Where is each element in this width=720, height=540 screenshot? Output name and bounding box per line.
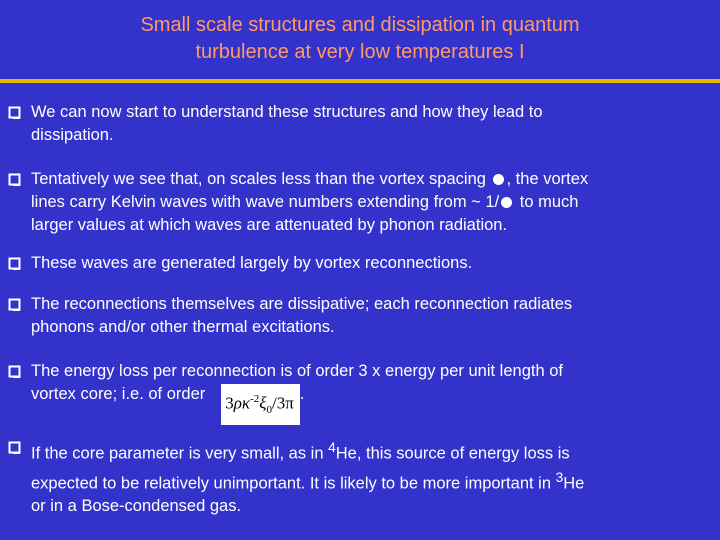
bullet-2-line-2 — [31, 191, 714, 214]
formula-denominator: 3π — [276, 394, 294, 413]
bullet-4 — [8, 293, 714, 339]
formula-coefficient: 3 — [225, 394, 234, 413]
formula-rho: ρ — [233, 394, 242, 413]
bullet-4-line-2: phonons and/or other thermal excitations. — [31, 318, 335, 336]
formula-slash: / — [272, 394, 277, 413]
bullet-6-line-1-end: He, this source of energy loss is — [335, 444, 570, 463]
vortex-spacing-symbol-icon — [493, 174, 504, 185]
bullet-5-text — [8, 360, 714, 425]
bullet-2-line-3: larger values at which waves are attenuated by phonon radiation. — [31, 216, 508, 234]
bullet-5-line-2-start: vortex core; i.e. of order — [31, 385, 206, 403]
energy-loss-formula — [221, 384, 300, 425]
isotope-4-superscript: 4 — [328, 440, 336, 455]
bullet-1-line-2: dissipation. — [31, 126, 114, 144]
bullet-3 — [8, 252, 714, 275]
bullet-4-line-1: The reconnections themselves are dissipative; each reconnection radiates — [31, 295, 573, 313]
bullet-5-line-2 — [31, 383, 714, 425]
slide-title — [0, 12, 720, 66]
bullet-1 — [8, 101, 714, 147]
bullet-6-line-2-end: He — [563, 474, 585, 492]
isotope-3-superscript: 3 — [555, 469, 564, 485]
title-divider — [0, 79, 720, 83]
bullet-2 — [8, 168, 714, 237]
formula-xi: ξ — [259, 394, 267, 413]
bullet-2-text — [8, 168, 714, 237]
vortex-spacing-symbol-icon — [501, 197, 512, 208]
bullet-6-line-1-start: If the core parameter is very small, as in — [31, 444, 329, 463]
bullet-5-line-2-end: . — [299, 385, 305, 403]
bullet-3-line-1: These waves are generated largely by vortex reconnections. — [31, 254, 473, 272]
bullet-5 — [8, 360, 714, 425]
bullet-3-text — [8, 252, 714, 275]
formula-exponent: -2 — [250, 393, 260, 406]
bullet-2-line-2-end: to much — [515, 193, 579, 211]
bullet-1-text — [8, 101, 714, 147]
hollow-square-bullet-icon — [8, 441, 21, 454]
bullet-6-line-3: or in a Bose-condensed gas. — [31, 497, 242, 515]
bullet-1-line-1: We can now start to understand these structures and how they lead to — [31, 103, 543, 121]
bullet-4-text — [8, 293, 714, 339]
bullet-2-line-1-start: Tentatively we see that, on scales less than the vortex spacing — [31, 170, 486, 188]
formula-subscript: 0 — [266, 404, 273, 417]
hollow-square-bullet-icon — [8, 365, 21, 378]
hollow-square-bullet-icon — [8, 298, 21, 311]
title-line-1: Small scale structures and dissipation in quantum — [140, 14, 580, 36]
bullet-6-text — [8, 436, 714, 518]
hollow-square-bullet-icon — [8, 106, 21, 119]
formula-kappa: κ — [241, 394, 251, 413]
bullet-2-line-1 — [31, 168, 714, 191]
bullet-6-line-2-start: expected to be relatively unimportant. It is likely to be more important in — [31, 474, 556, 492]
bullet-6-line-2 — [31, 466, 714, 496]
hollow-square-bullet-icon — [8, 173, 21, 186]
bullet-2-line-1-end: , the vortex — [506, 170, 589, 188]
bullet-6 — [8, 436, 714, 518]
bullet-2-line-2-start: lines carry Kelvin waves with wave numbers extending from ~ 1/ — [31, 193, 500, 211]
hollow-square-bullet-icon — [8, 257, 21, 270]
title-line-2: turbulence at very low temperatures I — [195, 41, 525, 63]
bullet-6-line-1 — [31, 436, 714, 466]
bullet-5-line-1: The energy loss per reconnection is of order 3 x energy per unit length of — [31, 362, 563, 380]
